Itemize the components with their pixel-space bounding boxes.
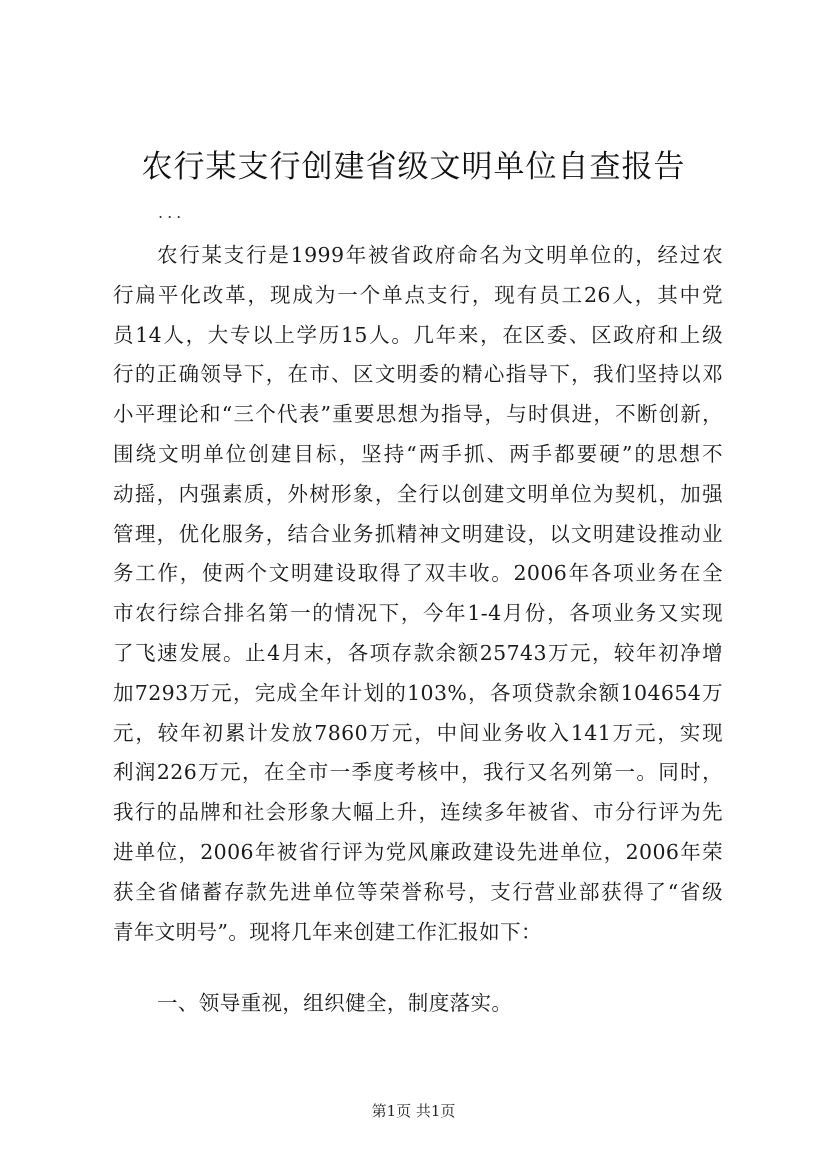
paragraph-line: 行的正确领导下，在市、区文明委的精心指导下，我们坚持以邓	[113, 362, 723, 387]
paragraph-line: 我行的品牌和社会形象大幅上升，连续多年被省、市分行评为先	[113, 800, 723, 825]
document-title: 农行某支行创建省级文明单位自查报告	[141, 149, 686, 185]
body-paragraph	[113, 236, 723, 952]
paragraph-line: 市农行综合排名第一的情况下，今年1-4月份，各项业务又实现	[113, 601, 723, 626]
paragraph-line: 行扁平化改革，现成为一个单点支行，现有员工26人，其中党	[113, 282, 723, 307]
paragraph-line: 农行某支行是1999年被省政府命名为文明单位的，经过农	[157, 243, 723, 267]
paragraph-line: 小平理论和“三个代表”重要思想为指导，与时俱进，不断创新，	[113, 402, 723, 427]
paragraph-line: 进单位，2006年被省行评为党风廉政建设先进单位，2006年荣	[113, 839, 723, 864]
page-footer: 第1页 共1页	[371, 1102, 456, 1120]
section-heading: 一、领导重视，组织健全，制度落实。	[157, 991, 513, 1015]
paragraph-line: 青年文明号”。现将几年来创建工作汇报如下：	[113, 919, 542, 944]
paragraph-line: 动摇，内强素质，外树形象，全行以创建文明单位为契机，加强	[113, 481, 723, 506]
paragraph-line: 员14人，大专以上学历15人。几年来，在区委、区政府和上级	[113, 322, 723, 347]
paragraph-line: 加7293万元，完成全年计划的103%，各项贷款余额104654万	[113, 680, 723, 705]
paragraph-line: 元，较年初累计发放7860万元，中间业务收入141万元，实现	[113, 720, 723, 745]
paragraph-line: 务工作，使两个文明建设取得了双丰收。2006年各项业务在全	[113, 561, 723, 586]
paragraph-line: 围绕文明单位创建目标，坚持“两手抓、两手都要硬”的思想不	[113, 441, 723, 466]
ellipsis-mark: ...	[158, 203, 186, 222]
paragraph-line: 利润226万元，在全市一季度考核中，我行又名列第一。同时，	[113, 760, 723, 785]
paragraph-line: 管理，优化服务，结合业务抓精神文明建设，以文明建设推动业	[113, 521, 723, 546]
paragraph-line: 获全省储蓄存款先进单位等荣誉称号，支行营业部获得了“省级	[113, 879, 723, 904]
paragraph-line: 了飞速发展。止4月末，各项存款余额25743万元，较年初净增	[113, 640, 723, 665]
